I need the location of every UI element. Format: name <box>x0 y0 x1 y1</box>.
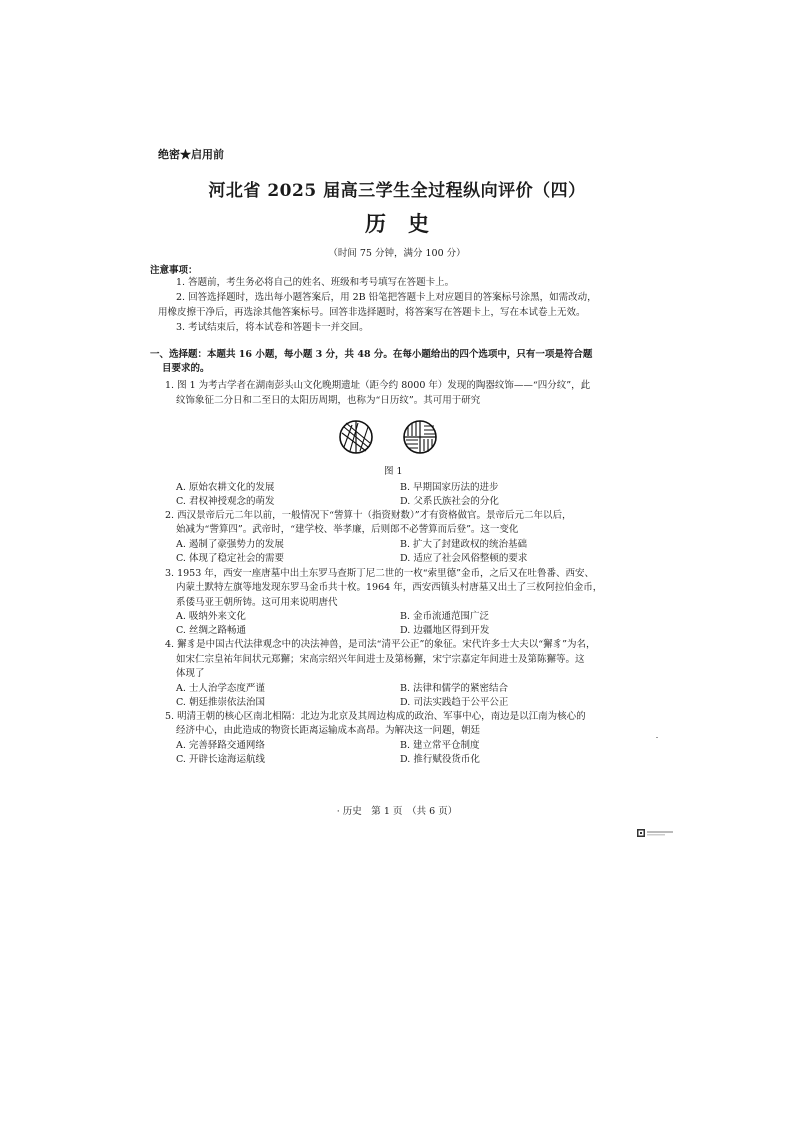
option-d: D. 适应了社会风俗整顿的要求 <box>400 553 528 564</box>
exam-title: 河北省 2025 届高三学生全过程纵向评价（四） <box>208 181 586 201</box>
figure-caption: 图 1 <box>384 466 403 477</box>
question-5-text: 经济中心，由此造成的物资长距离运输成本高昂。为解决这一问题，朝廷 <box>176 725 481 736</box>
time-info: （时间 75 分钟，满分 100 分） <box>328 248 466 259</box>
question-1-text: 纹饰象征二分日和二至日的太阳历周期，也称为“日历纹”。其可用于研究 <box>176 395 481 406</box>
question-1-text: 1. 图 1 为考古学者在湖南彭头山文化晚期遗址（距今约 8000 年）发现的陶器纹饰——“四分纹”，此 <box>165 380 591 391</box>
option-d: D. 推行赋役货币化 <box>400 754 480 765</box>
option-b: B. 早期国家历法的进步 <box>400 482 499 493</box>
note-item: 1. 答题前，考生务必将自己的姓名、班级和考号填写在答题卡上。 <box>176 277 455 288</box>
subject-title: 历史 <box>365 211 451 236</box>
question-3-text: 3. 1953 年，西安一座唐墓中出土东罗马查斯丁尼二世的一枚“索里德”金币，之后又在吐鲁番、西安、 <box>165 568 594 579</box>
question-4-text: 体现了 <box>176 668 205 679</box>
note-item: 用橡皮擦干净后，再选涂其他答案标号。回答非选择题时，将答案写在答题卡上，写在本试卷上无效。 <box>158 307 586 318</box>
option-b: B. 建立常平仓制度 <box>400 740 480 751</box>
section-heading: 一、选择题：本题共 16 小题，每小题 3 分，共 48 分。在每小题给出的四个选项中，只有一项是符合题 <box>150 349 593 360</box>
secret-mark: 绝密★启用前 <box>158 148 224 161</box>
option-c: C. 开辟长途海运航线 <box>176 754 265 765</box>
question-3-text: 内蒙土默特左旗等地发现东罗马金币共十枚。1964 年，西安西镇头村唐墓又出土了三枚阿拉伯金币， <box>176 582 603 593</box>
option-d: D. 边疆地区得到开发 <box>400 625 490 636</box>
option-a: A. 吸纳外来文化 <box>176 611 246 622</box>
notes-heading: 注意事项： <box>150 265 198 276</box>
option-c: C. 体现了稳定社会的需要 <box>176 553 284 564</box>
option-d: D. 父系氏族社会的分化 <box>400 496 499 507</box>
option-b: B. 法律和儒学的紧密结合 <box>400 683 509 694</box>
qr-code-icon <box>637 829 675 837</box>
option-c: C. 丝绸之路畅通 <box>176 625 246 636</box>
section-heading: 目要求的。 <box>162 363 210 374</box>
option-b: B. 金币流通范围广泛 <box>400 611 490 622</box>
page-footer: · 历史 第 1 页 （共 6 页） <box>336 806 458 817</box>
question-4-text: 如宋仁宗皇祐年间状元郑獬；宋高宗绍兴年间进士及第杨獬，宋宁宗嘉定年间进士及第陈獬等。这 <box>176 654 585 665</box>
question-2-text: 2. 西汉景帝后元二年以前，一般情况下“訾算十（指资财数）”才有资格做官。景帝后元二年以后， <box>165 510 572 521</box>
question-4-text: 4. 獬豸是中国古代法律观念中的决法神兽，是司法“清平公正”的象征。宋代许多士大夫以“獬豸”为名， <box>165 639 596 650</box>
option-d: D. 司法实践趋于公平公正 <box>400 697 509 708</box>
option-a: A. 原始农耕文化的发展 <box>176 482 275 493</box>
note-item: 3. 考试结束后，将本试卷和答题卡一并交回。 <box>176 322 369 333</box>
question-5-text: 5. 明清王朝的核心区南北相隔：北边为北京及其周边构成的政治、军事中心，南边是以江南为核心的 <box>165 711 586 722</box>
option-b: B. 扩大了封建政权的统治基础 <box>400 539 528 550</box>
option-c: C. 朝廷推崇依法治国 <box>176 697 265 708</box>
speck-mark <box>656 737 658 738</box>
option-a: A. 完善驿路交通网络 <box>176 740 265 751</box>
note-item: 2. 回答选择题时，选出每小题答案后，用 2B 铅笔把答题卡上对应题目的答案标号涂黑，如需改动， <box>176 292 597 303</box>
pottery-pattern-figure <box>338 417 438 465</box>
option-a: A. 士人治学态度严谨 <box>176 683 265 694</box>
question-3-text: 系倭马亚王朝所铸。这可用来说明唐代 <box>176 597 338 608</box>
option-c: C. 君权神授观念的萌发 <box>176 496 275 507</box>
pottery-disc-left <box>340 421 372 453</box>
question-2-text: 始减为“訾算四”。武帝时，“建学校、举孝廉，后则郎不必訾算而后登”。这一变化 <box>176 524 519 535</box>
option-a: A. 遏制了豪强势力的发展 <box>176 539 284 550</box>
pottery-disc-right <box>404 421 436 453</box>
